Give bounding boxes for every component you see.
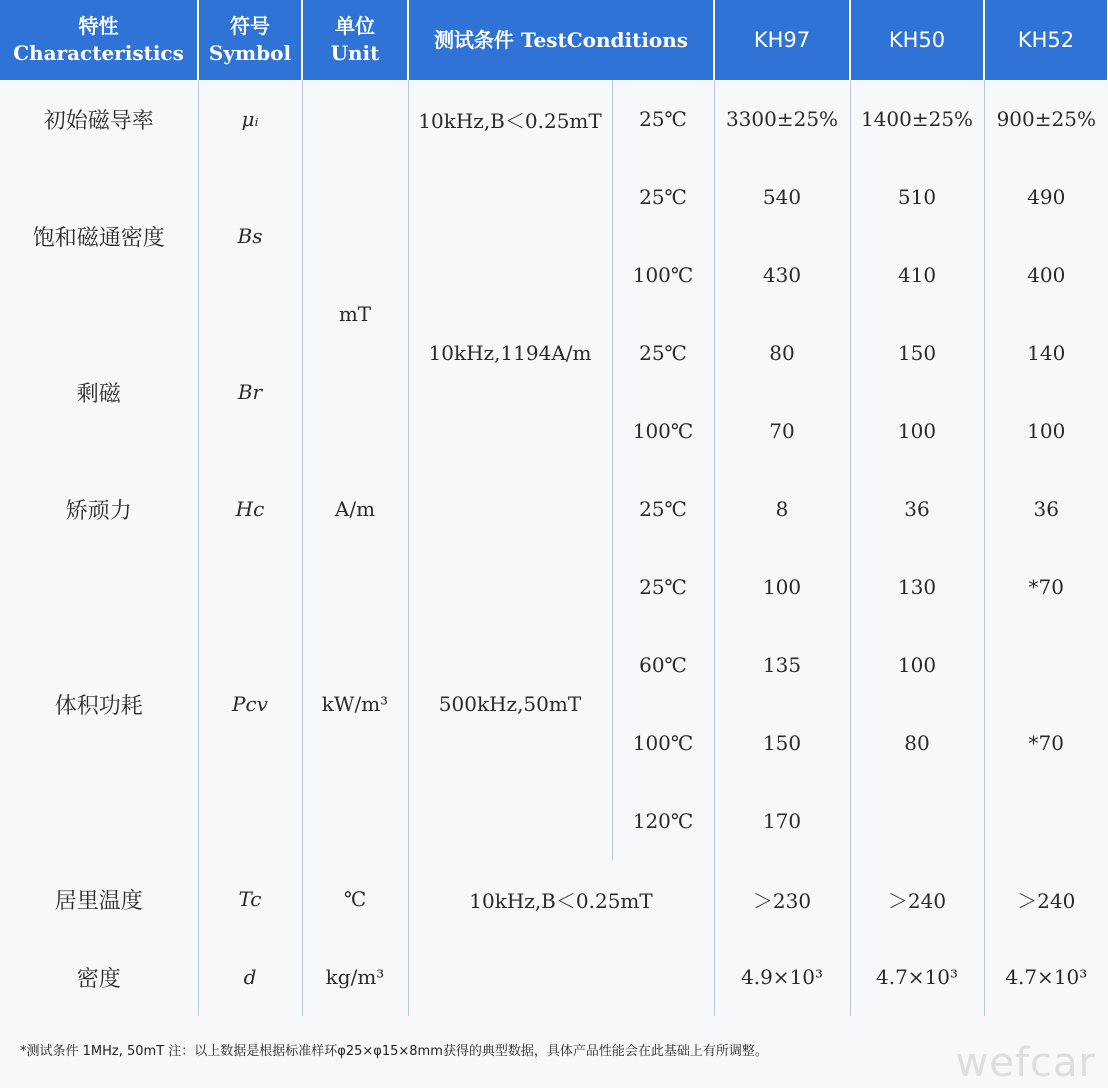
temp-cell: 60℃ [612,626,714,704]
row-label-saturation-flux: 饱和磁通密度 [32,225,165,251]
header-characteristics: 特性 Characteristics [0,0,198,80]
value-kh97: 430 [714,236,850,314]
value-kh52: 100 [984,392,1108,470]
value-kh97: 135 [714,626,850,704]
row-label-remanence: 剩磁 [76,381,121,407]
value-kh50: 100 [850,392,984,470]
watermark: wefcar [955,1040,1096,1086]
temp-cell: 100℃ [612,392,714,470]
temp-cell: 25℃ [612,548,714,626]
temp-cell: 25℃ [612,470,714,548]
unit-kwm3: kW/m³ [302,548,408,860]
value-kh52: 490 [984,158,1108,236]
condition-curie: 10kHz,B＜0.25mT [408,860,714,938]
value-kh52: 900±25% [984,80,1108,158]
value-kh97: 8 [714,470,850,548]
header-test-conditions: 测试条件 TestConditions [408,0,714,80]
row-label-initial-permeability: 初始磁导率 [43,108,154,134]
symbol-d: d [198,938,302,1016]
symbol-mu-i: μᵢ [198,80,302,158]
unit-kgm3: kg/m³ [302,938,408,1016]
value-kh50: ＞240 [850,860,984,938]
symbol-bs: Bs [198,158,302,314]
table-row [0,938,1108,1016]
symbol-pcv: Pcv [198,548,302,860]
row-label-coercivity: 矫顽力 [65,498,132,524]
value-kh50 [850,782,984,860]
value-kh52: 400 [984,236,1108,314]
value-kh97: 100 [714,548,850,626]
symbol-hc: Hc [198,470,302,548]
table-body [0,80,1108,1016]
unit-am: A/m [302,470,408,548]
header-grade-kh50: KH50 [850,0,984,80]
table-row [0,548,1108,626]
value-kh50: 510 [850,158,984,236]
temp-cell: 25℃ [612,314,714,392]
symbol-tc: Tc [198,860,302,938]
value-kh97: 540 [714,158,850,236]
row-label-curie-temp: 居里温度 [54,888,143,914]
value-kh52: 140 [984,314,1108,392]
table-row [0,80,1108,158]
value-kh97: 3300±25% [714,80,850,158]
value-kh52: *70 [984,704,1108,782]
header-unit: 单位 Unit [302,0,408,80]
unit-mt: mT [302,158,408,470]
condition-density [408,938,714,1016]
value-kh50: 1400±25% [850,80,984,158]
value-kh52: 36 [984,470,1108,548]
temp-cell: 120℃ [612,782,714,860]
value-kh52: *70 [984,548,1108,626]
symbol-br: Br [198,314,302,470]
value-kh52 [984,782,1108,860]
value-kh50: 150 [850,314,984,392]
temp-cell: 100℃ [612,236,714,314]
unit-cell [302,80,408,158]
value-kh50: 4.7×10³ [850,938,984,1016]
table-header [0,0,1108,80]
value-kh97: ＞230 [714,860,850,938]
condition-cell: 10kHz,B＜0.25mT [408,80,612,158]
row-label-core-loss: 体积功耗 [54,693,143,719]
header-grade-kh97: KH97 [714,0,850,80]
temp-cell: 25℃ [612,80,714,158]
value-kh97: 4.9×10³ [714,938,850,1016]
value-kh97: 80 [714,314,850,392]
table-row [0,860,1108,938]
value-kh50: 36 [850,470,984,548]
value-kh97: 150 [714,704,850,782]
condition-flux: 10kHz,1194A/m [408,158,612,548]
value-kh50: 80 [850,704,984,782]
condition-core-loss: 500kHz,50mT [408,548,612,860]
value-kh52: 4.7×10³ [984,938,1108,1016]
footnote: *测试条件 1MHz, 50mT 注：以上数据是根据标准样环φ25×φ15×8mm获得的典型数据，具体产品性能会在此基础上有所调整。 [20,1044,768,1059]
value-kh50: 410 [850,236,984,314]
value-kh97: 170 [714,782,850,860]
value-kh52 [984,626,1108,704]
row-label-density: 密度 [76,966,121,992]
value-kh50: 100 [850,626,984,704]
unit-celsius: ℃ [302,860,408,938]
value-kh52: ＞240 [984,860,1108,938]
table-row [0,158,1108,236]
value-kh97: 70 [714,392,850,470]
temp-cell: 100℃ [612,704,714,782]
temp-cell: 25℃ [612,158,714,236]
header-grade-kh52: KH52 [984,0,1108,80]
value-kh50: 130 [850,548,984,626]
header-symbol: 符号 Symbol [198,0,302,80]
